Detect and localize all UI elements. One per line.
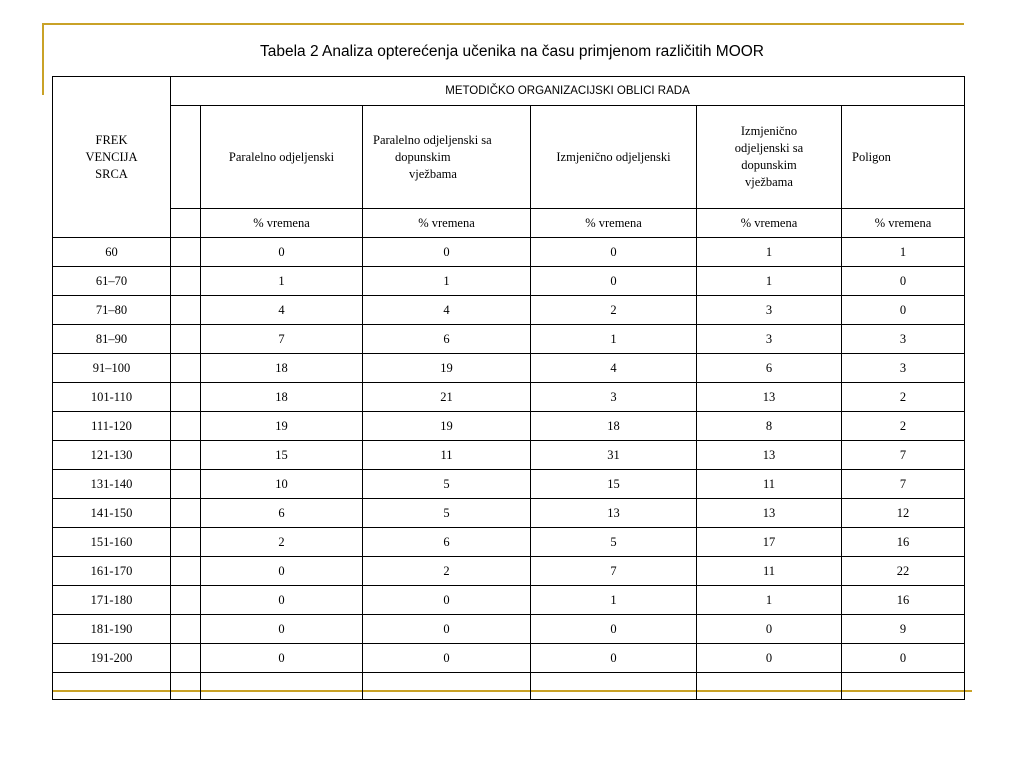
table-cell: 8	[697, 412, 842, 441]
table-cell: 6	[363, 528, 531, 557]
table-cell: 0	[697, 615, 842, 644]
table-cell: 13	[697, 441, 842, 470]
table-cell: 0	[531, 267, 697, 296]
table-cell: 0	[842, 644, 965, 673]
table-cell: 13	[697, 499, 842, 528]
table-cell: 0	[531, 238, 697, 267]
unit-label: % vremena	[363, 209, 531, 238]
table-cell: 3	[842, 325, 965, 354]
row-label: 91–100	[53, 354, 171, 383]
table-cell: 19	[363, 412, 531, 441]
frequency-header-cell	[53, 77, 171, 238]
table-row	[53, 441, 965, 470]
table-cell: 2	[842, 383, 965, 412]
table-cell: 0	[363, 586, 531, 615]
table-cell: 7	[842, 470, 965, 499]
table-row	[53, 267, 965, 296]
row-label: 191-200	[53, 644, 171, 673]
table-cell: 4	[363, 296, 531, 325]
table-cell: 6	[697, 354, 842, 383]
spacer-cell	[171, 470, 201, 499]
column-header-izmjenicno	[531, 106, 697, 209]
table-cell: 1	[842, 238, 965, 267]
table-row	[53, 412, 965, 441]
empty-cell	[842, 673, 965, 700]
table-row	[53, 557, 965, 586]
table-row	[53, 296, 965, 325]
row-label: 61–70	[53, 267, 171, 296]
table-cell: 21	[363, 383, 531, 412]
table-cell: 11	[697, 557, 842, 586]
table-cell: 12	[842, 499, 965, 528]
empty-cell	[531, 673, 697, 700]
table-cell: 10	[201, 470, 363, 499]
table-row	[53, 644, 965, 673]
table-cell: 15	[531, 470, 697, 499]
row-label: 161-170	[53, 557, 171, 586]
table-cell: 18	[201, 383, 363, 412]
table-cell: 0	[201, 615, 363, 644]
spacer-cell	[171, 441, 201, 470]
table-cell: 0	[201, 586, 363, 615]
table-row	[53, 325, 965, 354]
table-cell: 18	[201, 354, 363, 383]
spacer-cell	[171, 325, 201, 354]
spacer-cell	[171, 644, 201, 673]
table-cell: 0	[363, 615, 531, 644]
column-header-izmjenicno-dopunske	[697, 106, 842, 209]
table-cell: 1	[697, 238, 842, 267]
row-label: 131-140	[53, 470, 171, 499]
table-cell: 19	[363, 354, 531, 383]
table-cell: 7	[531, 557, 697, 586]
empty-row	[53, 673, 965, 700]
table-cell: 1	[697, 267, 842, 296]
column-header-paralelno	[201, 106, 363, 209]
table-cell: 0	[531, 615, 697, 644]
table-cell: 0	[363, 238, 531, 267]
table-cell: 17	[697, 528, 842, 557]
group-header: METODIČKO ORGANIZACIJSKI OBLICI RADA	[171, 77, 965, 106]
table-cell: 2	[531, 296, 697, 325]
unit-label: % vremena	[842, 209, 965, 238]
spacer-cell	[171, 383, 201, 412]
empty-cell	[53, 673, 171, 700]
row-label: 151-160	[53, 528, 171, 557]
table-cell: 1	[531, 586, 697, 615]
spacer-cell	[171, 557, 201, 586]
row-label: 141-150	[53, 499, 171, 528]
table-cell: 5	[363, 470, 531, 499]
column-header-line: Paralelno odjeljenski sa	[373, 132, 492, 147]
table-cell: 0	[201, 557, 363, 586]
table-cell: 3	[697, 325, 842, 354]
column-header-paralelno-dopunske	[363, 106, 531, 209]
table-cell: 0	[363, 644, 531, 673]
empty-cell	[171, 673, 201, 700]
table-cell: 2	[363, 557, 531, 586]
frequency-header-line: VENCIJA	[85, 149, 138, 164]
spacer-cell	[171, 499, 201, 528]
table-cell: 7	[842, 441, 965, 470]
column-header-line: Paralelno odjeljenski	[228, 149, 335, 164]
frequency-header-line: SRCA	[95, 166, 128, 181]
spacer-cell	[171, 528, 201, 557]
unit-label: % vremena	[531, 209, 697, 238]
table-cell: 2	[842, 412, 965, 441]
table-cell: 0	[201, 238, 363, 267]
table-cell: 4	[531, 354, 697, 383]
spacer-cell	[171, 238, 201, 267]
table-row	[53, 470, 965, 499]
table-cell: 11	[363, 441, 531, 470]
row-label: 101-110	[53, 383, 171, 412]
table-row	[53, 615, 965, 644]
empty-cell	[363, 673, 531, 700]
spacer-cell	[171, 586, 201, 615]
empty-cell	[697, 673, 842, 700]
table-cell: 6	[201, 499, 363, 528]
spacer-cell	[171, 412, 201, 441]
spacer-cell	[171, 106, 201, 209]
table-cell: 15	[201, 441, 363, 470]
spacer-cell	[171, 615, 201, 644]
moor-analysis-table	[52, 76, 965, 700]
table-cell: 16	[842, 586, 965, 615]
table-cell: 4	[201, 296, 363, 325]
table-cell: 11	[697, 470, 842, 499]
column-header-line: Izmjenično	[740, 124, 798, 138]
table-row	[53, 586, 965, 615]
table-cell: 19	[201, 412, 363, 441]
table-cell: 2	[201, 528, 363, 557]
row-label: 171-180	[53, 586, 171, 615]
table-cell: 1	[697, 586, 842, 615]
row-label: 71–80	[53, 296, 171, 325]
column-header-line: Poligon	[852, 149, 891, 164]
table-cell: 16	[842, 528, 965, 557]
table-cell: 5	[531, 528, 697, 557]
frequency-header-line: FREK	[95, 132, 128, 147]
column-header-line: Izmjenično odjeljenski	[556, 149, 671, 164]
table-cell: 0	[842, 296, 965, 325]
column-header-line: dopunskim	[741, 158, 797, 172]
decorative-top-line	[42, 23, 964, 25]
table-cell: 31	[531, 441, 697, 470]
table-cell: 3	[697, 296, 842, 325]
table-cell: 9	[842, 615, 965, 644]
table-cell: 0	[697, 644, 842, 673]
table-cell: 0	[531, 644, 697, 673]
column-header-line: vježbama	[745, 175, 793, 189]
row-label: 111-120	[53, 412, 171, 441]
empty-cell	[201, 673, 363, 700]
spacer-cell	[171, 354, 201, 383]
row-label: 60	[53, 238, 171, 267]
page-title: Tabela 2 Analiza opterećenja učenika na času primjenom različitih MOOR	[260, 43, 764, 60]
table-cell: 1	[363, 267, 531, 296]
table-cell: 7	[201, 325, 363, 354]
table-row	[53, 528, 965, 557]
table-row	[53, 383, 965, 412]
column-header-line: dopunskim	[395, 149, 451, 164]
table-row	[53, 499, 965, 528]
table-cell: 18	[531, 412, 697, 441]
column-header-line: odjeljenski sa	[734, 141, 804, 155]
row-label: 121-130	[53, 441, 171, 470]
column-header-line: vježbama	[409, 166, 457, 181]
unit-label: % vremena	[201, 209, 363, 238]
spacer-cell	[171, 267, 201, 296]
row-label: 81–90	[53, 325, 171, 354]
table-row	[53, 354, 965, 383]
table-cell: 1	[531, 325, 697, 354]
table-cell: 13	[531, 499, 697, 528]
spacer-cell	[171, 296, 201, 325]
table-cell: 3	[842, 354, 965, 383]
table-cell: 0	[842, 267, 965, 296]
column-header-poligon	[842, 106, 965, 209]
table-cell: 13	[697, 383, 842, 412]
spacer-cell	[171, 209, 201, 238]
table-cell: 5	[363, 499, 531, 528]
table-cell: 3	[531, 383, 697, 412]
row-label: 181-190	[53, 615, 171, 644]
table-cell: 22	[842, 557, 965, 586]
table-cell: 1	[201, 267, 363, 296]
table-cell: 0	[201, 644, 363, 673]
table-cell: 6	[363, 325, 531, 354]
unit-label: % vremena	[697, 209, 842, 238]
table-row	[53, 238, 965, 267]
